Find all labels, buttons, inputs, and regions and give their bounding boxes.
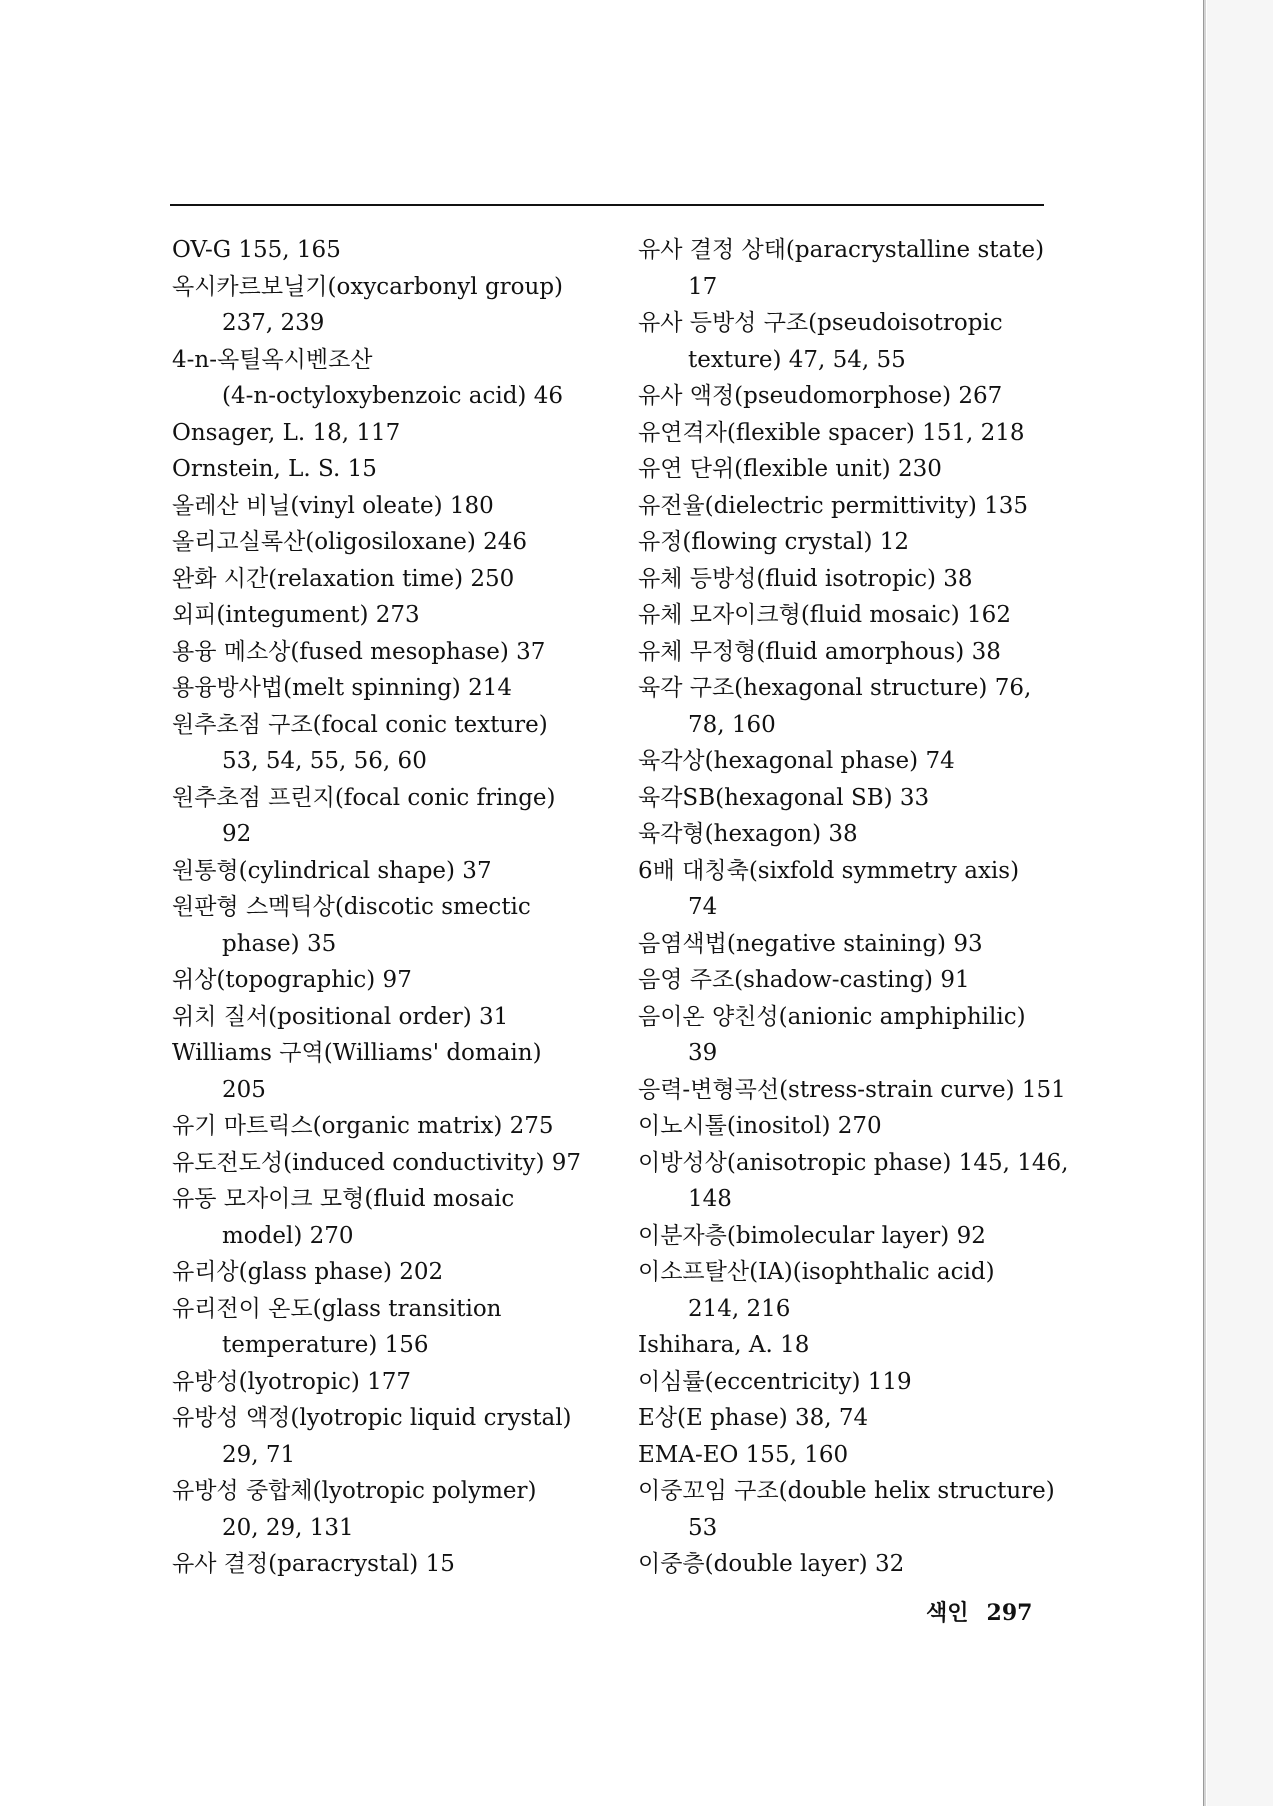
index-entry: [638, 597, 1078, 634]
index-entry: [172, 1546, 612, 1583]
index-entry: [172, 451, 612, 488]
index-entry-text: 음이온 양친성(anionic amphiphilic): [638, 1003, 1026, 1030]
index-entry-text: 올레산 비닐(vinyl oleate) 180: [172, 492, 494, 519]
index-entry-text: 이심률(eccentricity) 119: [638, 1368, 912, 1395]
index-entry: [172, 962, 612, 999]
index-entry-text: 응력-변형곡선(stress-strain curve) 151: [638, 1076, 1066, 1103]
index-entry-text: 유사 결정(paracrystal) 15: [172, 1551, 455, 1577]
index-entry-text: 유리상(glass phase) 202: [172, 1259, 444, 1285]
index-entry-continuation: 78, 160: [688, 711, 776, 738]
index-entry: [172, 1254, 612, 1291]
index-entry-text: 음염색법(negative staining) 93: [638, 930, 983, 957]
index-entry-text: 올리고실록산(oligosiloxane) 246: [172, 529, 528, 555]
index-entry-text: 위상(topographic) 97: [172, 967, 412, 993]
index-entry: [638, 1072, 1078, 1109]
index-entry: [638, 1254, 1078, 1327]
index-entry-text: 유방성(lyotropic) 177: [172, 1368, 412, 1395]
index-entry-text: Onsager, L. 18, 117: [172, 419, 401, 446]
index-entry: [638, 451, 1078, 488]
index-entry: [638, 1327, 1078, 1364]
index-column-right: [638, 232, 1078, 1583]
index-entry-text: 육각상(hexagonal phase) 74: [638, 748, 955, 774]
index-entry: [638, 1145, 1078, 1218]
index-entry-text: 원판형 스멕틱상(discotic smectic: [172, 894, 531, 920]
index-entry-text: 이중꼬임 구조(double helix structure): [638, 1478, 1055, 1504]
index-entry: [638, 232, 1078, 305]
index-entry: [172, 488, 612, 525]
index-entry: [638, 1108, 1078, 1145]
index-entry-continuation: texture) 47, 54, 55: [688, 346, 906, 373]
index-entry-text: 육각SB(hexagonal SB) 33: [638, 784, 930, 811]
index-entry-text: 유연 단위(flexible unit) 230: [638, 456, 942, 482]
index-column-left: [172, 232, 612, 1583]
page-footer: [926, 1596, 1050, 1627]
index-entry-text: 4-n-옥틸옥시벤조산: [172, 346, 373, 373]
index-entry-text: 유사 등방성 구조(pseudoisotropic: [638, 310, 1003, 336]
header-rule: [170, 204, 1044, 206]
index-entry-continuation: model) 270: [222, 1222, 354, 1249]
index-entry-text: 육각 구조(hexagonal structure) 76,: [638, 675, 1032, 701]
index-entry: [172, 597, 612, 634]
index-entry-text: 유정(flowing crystal) 12: [638, 529, 910, 555]
index-entry-continuation: temperature) 156: [222, 1332, 429, 1358]
index-entry: [172, 999, 612, 1036]
index-entry-text: 원통형(cylindrical shape) 37: [172, 857, 492, 884]
index-entry-continuation: 148: [688, 1186, 732, 1212]
index-entry-text: 유전율(dielectric permittivity) 135: [638, 492, 1029, 519]
index-entry: [638, 1400, 1078, 1437]
index-entry-text: EMA-EO 155, 160: [638, 1441, 849, 1468]
index-entry-continuation: 39: [688, 1040, 718, 1066]
index-entry: [172, 415, 612, 452]
index-entry-text: 이소프탈산(IA)(isophthalic acid): [638, 1259, 995, 1285]
index-entry-text: 육각형(hexagon) 38: [638, 821, 858, 847]
index-entry-text: 유사 결정 상태(paracrystalline state): [638, 237, 1045, 263]
index-entry: [638, 853, 1078, 926]
index-entry-text: 유방성 액정(lyotropic liquid crystal): [172, 1405, 572, 1431]
index-entry: [638, 524, 1078, 561]
index-entry-continuation: 92: [222, 821, 252, 847]
index-entry: [638, 415, 1078, 452]
index-entry: [172, 1035, 612, 1108]
index-entry-text: 음영 주조(shadow-casting) 91: [638, 967, 970, 993]
index-entry: [172, 1291, 612, 1364]
page-number: 297: [986, 1600, 1033, 1626]
index-entry: [172, 269, 612, 342]
index-entry: [638, 816, 1078, 853]
index-entry-text: 용융방사법(melt spinning) 214: [172, 675, 512, 701]
index-entry: [638, 962, 1078, 999]
index-entry-continuation: 205: [222, 1076, 266, 1103]
index-entry-continuation: 53: [688, 1514, 718, 1541]
index-entry: [638, 780, 1078, 817]
index-entry-continuation: phase) 35: [222, 930, 337, 957]
index-entry: [638, 1437, 1078, 1474]
index-entry-text: 유방성 중합체(lyotropic polymer): [172, 1478, 537, 1504]
index-entry-text: 유체 등방성(fluid isotropic) 38: [638, 565, 973, 592]
index-entry: [172, 670, 612, 707]
index-entry: [172, 1400, 612, 1473]
index-entry-text: E상(E phase) 38, 74: [638, 1405, 869, 1431]
index-entry-text: Williams 구역(Williams' domain): [172, 1040, 542, 1066]
index-entry: [638, 305, 1078, 378]
index-entry-text: 원추초점 구조(focal conic texture): [172, 711, 548, 738]
index-entry-text: 유사 액정(pseudomorphose) 267: [638, 383, 1003, 409]
index-entry: [638, 1473, 1078, 1546]
index-entry-text: 위치 질서(positional order) 31: [172, 1003, 509, 1030]
index-entry: [172, 232, 612, 269]
index-entry: [172, 1145, 612, 1182]
index-entry-text: 유리전이 온도(glass transition: [172, 1295, 502, 1322]
index-entry: [638, 743, 1078, 780]
index-entry: [172, 707, 612, 780]
footer-section-label: 색인: [926, 1600, 969, 1626]
index-entry: [172, 853, 612, 890]
index-entry: [172, 634, 612, 671]
index-entry: [172, 1364, 612, 1401]
index-entry-text: 유체 무정형(fluid amorphous) 38: [638, 638, 1001, 665]
index-entry-text: 이분자층(bimolecular layer) 92: [638, 1222, 986, 1249]
index-entry-continuation: (4-n-octyloxybenzoic acid) 46: [222, 383, 563, 409]
index-entry-text: 이노시톨(inositol) 270: [638, 1113, 882, 1139]
index-entry-continuation: 237, 239: [222, 310, 325, 336]
index-entry: [172, 889, 612, 962]
index-entry-text: 이방성상(anisotropic phase) 145, 146,: [638, 1149, 1069, 1176]
index-entry-text: 유연격자(flexible spacer) 151, 218: [638, 419, 1025, 446]
index-entry: [172, 561, 612, 598]
index-entry-text: 유도전도성(induced conductivity) 97: [172, 1149, 581, 1176]
index-entry-text: Ishihara, A. 18: [638, 1332, 810, 1358]
index-entry: [638, 999, 1078, 1072]
index-entry-text: 유기 마트릭스(organic matrix) 275: [172, 1113, 554, 1139]
index-entry: [638, 926, 1078, 963]
index-entry-text: 유체 모자이크형(fluid mosaic) 162: [638, 602, 1011, 628]
index-entry: [172, 1473, 612, 1546]
index-entry-text: OV-G 155, 165: [172, 237, 341, 263]
index-entry-text: 6배 대칭축(sixfold symmetry axis): [638, 857, 1020, 884]
index-entry: [172, 1108, 612, 1145]
index-entry: [638, 1218, 1078, 1255]
index-entry-continuation: 53, 54, 55, 56, 60: [222, 748, 427, 774]
index-entry-continuation: 214, 216: [688, 1295, 791, 1322]
index-entry: [172, 524, 612, 561]
index-entry-text: 이중층(double layer) 32: [638, 1551, 905, 1577]
index-entry: [638, 1364, 1078, 1401]
index-entry-text: 외피(integument) 273: [172, 602, 420, 628]
index-entry-text: 원추초점 프린지(focal conic fringe): [172, 784, 556, 811]
index-entry: [638, 561, 1078, 598]
index-entry-continuation: 74: [688, 894, 718, 920]
index-entry-continuation: 29, 71: [222, 1441, 296, 1468]
index-entry: [638, 378, 1078, 415]
index-entry-text: 유동 모자이크 모형(fluid mosaic: [172, 1186, 515, 1212]
index-entry-continuation: 20, 29, 131: [222, 1514, 354, 1541]
index-entry-text: 완화 시간(relaxation time) 250: [172, 565, 515, 592]
index-entry-text: 용융 메소상(fused mesophase) 37: [172, 638, 546, 665]
index-entry: [638, 670, 1078, 743]
index-entry-text: Ornstein, L. S. 15: [172, 456, 377, 482]
index-entry: [172, 342, 612, 415]
index-entry: [638, 1546, 1078, 1583]
index-entry: [172, 780, 612, 853]
index-entry: [638, 634, 1078, 671]
index-entry: [172, 1181, 612, 1254]
viewer-margin: [1207, 0, 1273, 1806]
index-entry: [638, 488, 1078, 525]
index-entry-continuation: 17: [688, 273, 718, 300]
index-entry-text: 옥시카르보닐기(oxycarbonyl group): [172, 273, 564, 300]
